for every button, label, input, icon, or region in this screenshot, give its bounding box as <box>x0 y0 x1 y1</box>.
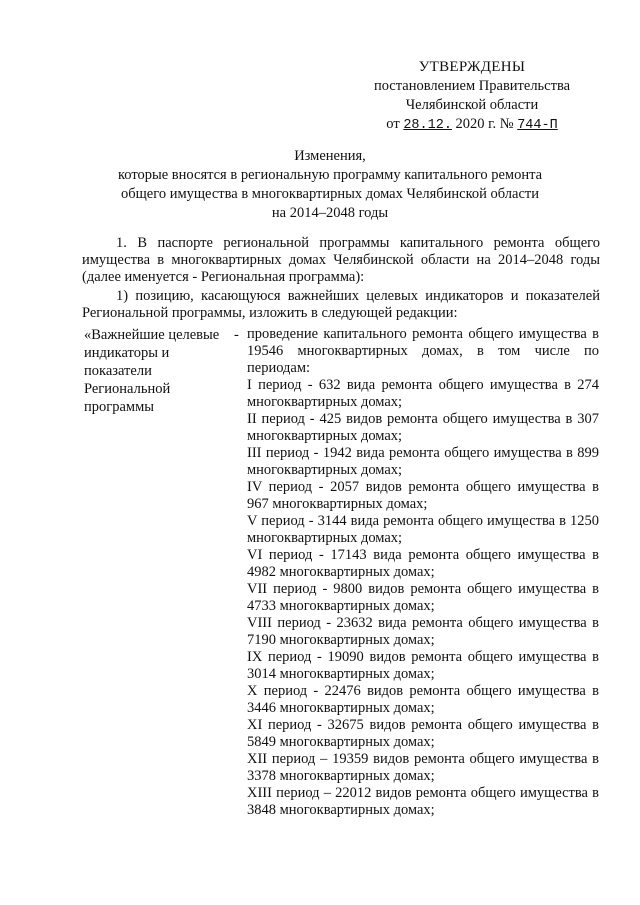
document-title <box>90 147 570 223</box>
period-item: XIII период – 22012 видов ремонта общего имущества в 3848 многоквартирных домах; <box>247 785 599 818</box>
approval-date-line <box>372 115 572 135</box>
approval-year: 2020 г. № <box>455 116 514 132</box>
table-intro: проведение капитального ремонта общего имущества в 19546 многоквартирных домах, в том числе по периодам: <box>247 326 599 376</box>
period-item: XI период - 32675 видов ремонта общего имущества в 5849 многоквартирных домах; <box>247 717 599 750</box>
period-item: III период - 1942 вида ремонта общего имущества в 899 многоквартирных домах; <box>247 445 599 478</box>
period-item: X период - 22476 видов ремонта общего имущества в 3446 многоквартирных домах; <box>247 683 599 716</box>
period-item: V период - 3144 вида ремонта общего имущества в 1250 многоквартирных домах; <box>247 513 599 546</box>
paragraph-2 <box>82 288 600 322</box>
title-line-1: Изменения, <box>294 148 366 164</box>
date-prefix: от <box>386 116 400 132</box>
period-item: II период - 425 видов ремонта общего имущества в 307 многоквартирных домах; <box>247 411 599 444</box>
title-line-3: общего имущества в многоквартирных домах Челябинской области <box>121 186 539 202</box>
period-item: XII период – 19359 видов ремонта общего имущества в 3378 многоквартирных домах; <box>247 751 599 784</box>
approval-line-1: постановлением Правительства <box>373 78 571 94</box>
period-item: I период - 632 вида ремонта общего имущества в 274 многоквартирных домах; <box>247 377 599 410</box>
paragraph-1 <box>82 235 600 286</box>
title-line-4: на 2014–2048 годы <box>271 205 389 221</box>
approval-number: 744-П <box>517 118 558 133</box>
indicators-table <box>80 322 600 842</box>
period-item: VII период - 9800 видов ремонта общего имущества в 4733 многоквартирных домах; <box>247 581 599 614</box>
paragraph-1-text: 1. В паспорте региональной программы капитального ремонта общего имущества в многоквартирных домах Челябинской области на 2014–2048 годы (далее именуется - Региональная программа): <box>82 235 600 285</box>
period-item: IV период - 2057 видов ремонта общего имущества в 967 многоквартирных домах; <box>247 479 599 512</box>
paragraph-2-text: 1) позицию, касающуюся важнейших целевых индикаторов и показателей Региональной программы, изложить в следующей редакции: <box>82 288 600 321</box>
approval-stamp <box>372 58 572 135</box>
approval-line-2: Челябинской области <box>405 97 539 113</box>
approval-heading: УТВЕРЖДЕНЫ <box>418 59 526 75</box>
table-content <box>247 326 599 819</box>
table-dash: - <box>234 327 239 343</box>
period-item: VI период - 17143 вида ремонта общего имущества в 4982 многоквартирных домах; <box>247 547 599 580</box>
table-row-label: «Важнейшие целевые индикаторы и показатели Региональной программы <box>84 327 220 415</box>
period-item: IX период - 19090 видов ремонта общего имущества в 3014 многоквартирных домах; <box>247 649 599 682</box>
title-line-2: которые вносятся в региональную программу капитального ремонта <box>117 167 543 183</box>
approval-date: 28.12. <box>403 118 452 133</box>
period-item: VIII период - 23632 вида ремонта общего имущества в 7190 многоквартирных домах; <box>247 615 599 648</box>
